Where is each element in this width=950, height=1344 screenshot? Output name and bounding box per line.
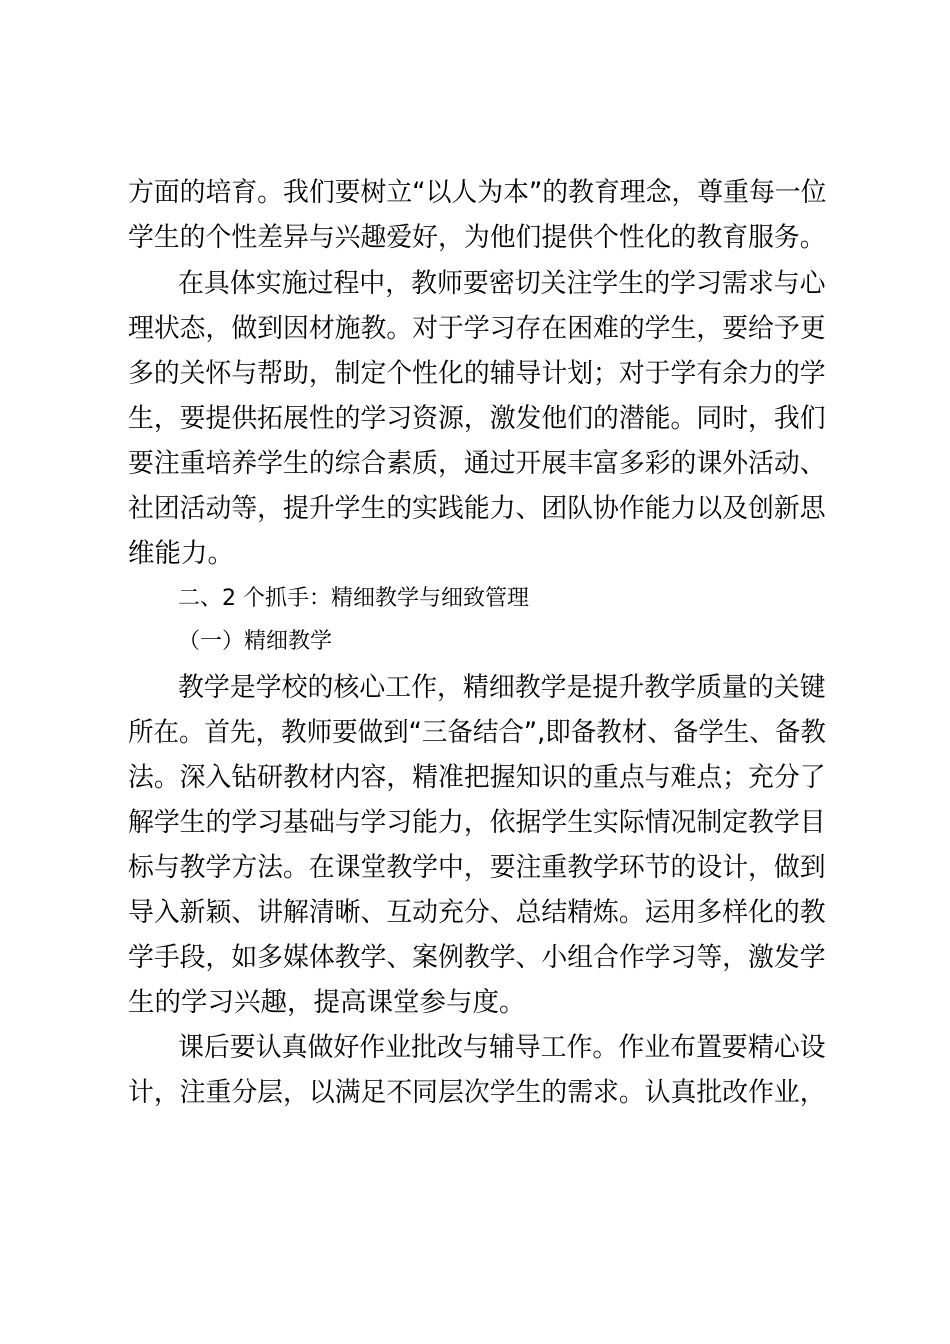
- text-line: 社团活动等，提升学生的实践能力、团队协作能力以及创新思: [128, 493, 826, 524]
- text-line: 导入新颖、讲解清晰、互动充分、总结精炼。运用多样化的教: [128, 897, 826, 928]
- paragraph-first-line: 教学是学校的核心工作，精细教学是提升教学质量的关键: [178, 672, 826, 703]
- text-line: 标与教学方法。在课堂教学中，要注重教学环节的设计，做到: [128, 852, 826, 883]
- text-line: 方面的培育。我们要树立“以人为本”的教育理念，尊重每一位: [128, 177, 827, 208]
- text-line: 生，要提供拓展性的学习资源，激发他们的潜能。同时，我们: [128, 403, 826, 434]
- text-line: 维能力。: [128, 538, 234, 569]
- text-line: 要注重培养学生的综合素质，通过开展丰富多彩的课外活动、: [128, 448, 826, 479]
- text-line: 法。深入钻研教材内容，精准把握知识的重点与难点；充分了: [128, 762, 826, 793]
- text-line: 多的关怀与帮助，制定个性化的辅导计划；对于学有余力的学: [128, 358, 826, 389]
- text-line: 计，注重分层，以满足不同层次学生的需求。认真批改作业，: [128, 1077, 826, 1108]
- subsection-heading: （一）精细教学: [178, 629, 333, 654]
- text-line: 学手段，如多媒体教学、案例教学、小组合作学习等，激发学: [128, 942, 826, 973]
- text-line: 生的学习兴趣，提高课堂参与度。: [128, 987, 526, 1018]
- text-line: 所在。首先，教师要做到“三备结合”,即备教材、备学生、备教: [128, 717, 826, 748]
- section-heading: 二、2 个抓手：精细教学与细致管理: [178, 586, 529, 611]
- text-line: 学生的个性差异与兴趣爱好，为他们提供个性化的教育服务。: [128, 222, 826, 253]
- text-line: 理状态，做到因材施教。对于学习存在困难的学生，要给予更: [128, 313, 826, 344]
- paragraph-first-line: 在具体实施过程中，教师要密切关注学生的学习需求与心: [178, 268, 826, 299]
- paragraph-first-line: 课后要认真做好作业批改与辅导工作。作业布置要精心设: [178, 1032, 826, 1063]
- text-line: 解学生的学习基础与学习能力，依据学生实际情况制定教学目: [128, 807, 826, 838]
